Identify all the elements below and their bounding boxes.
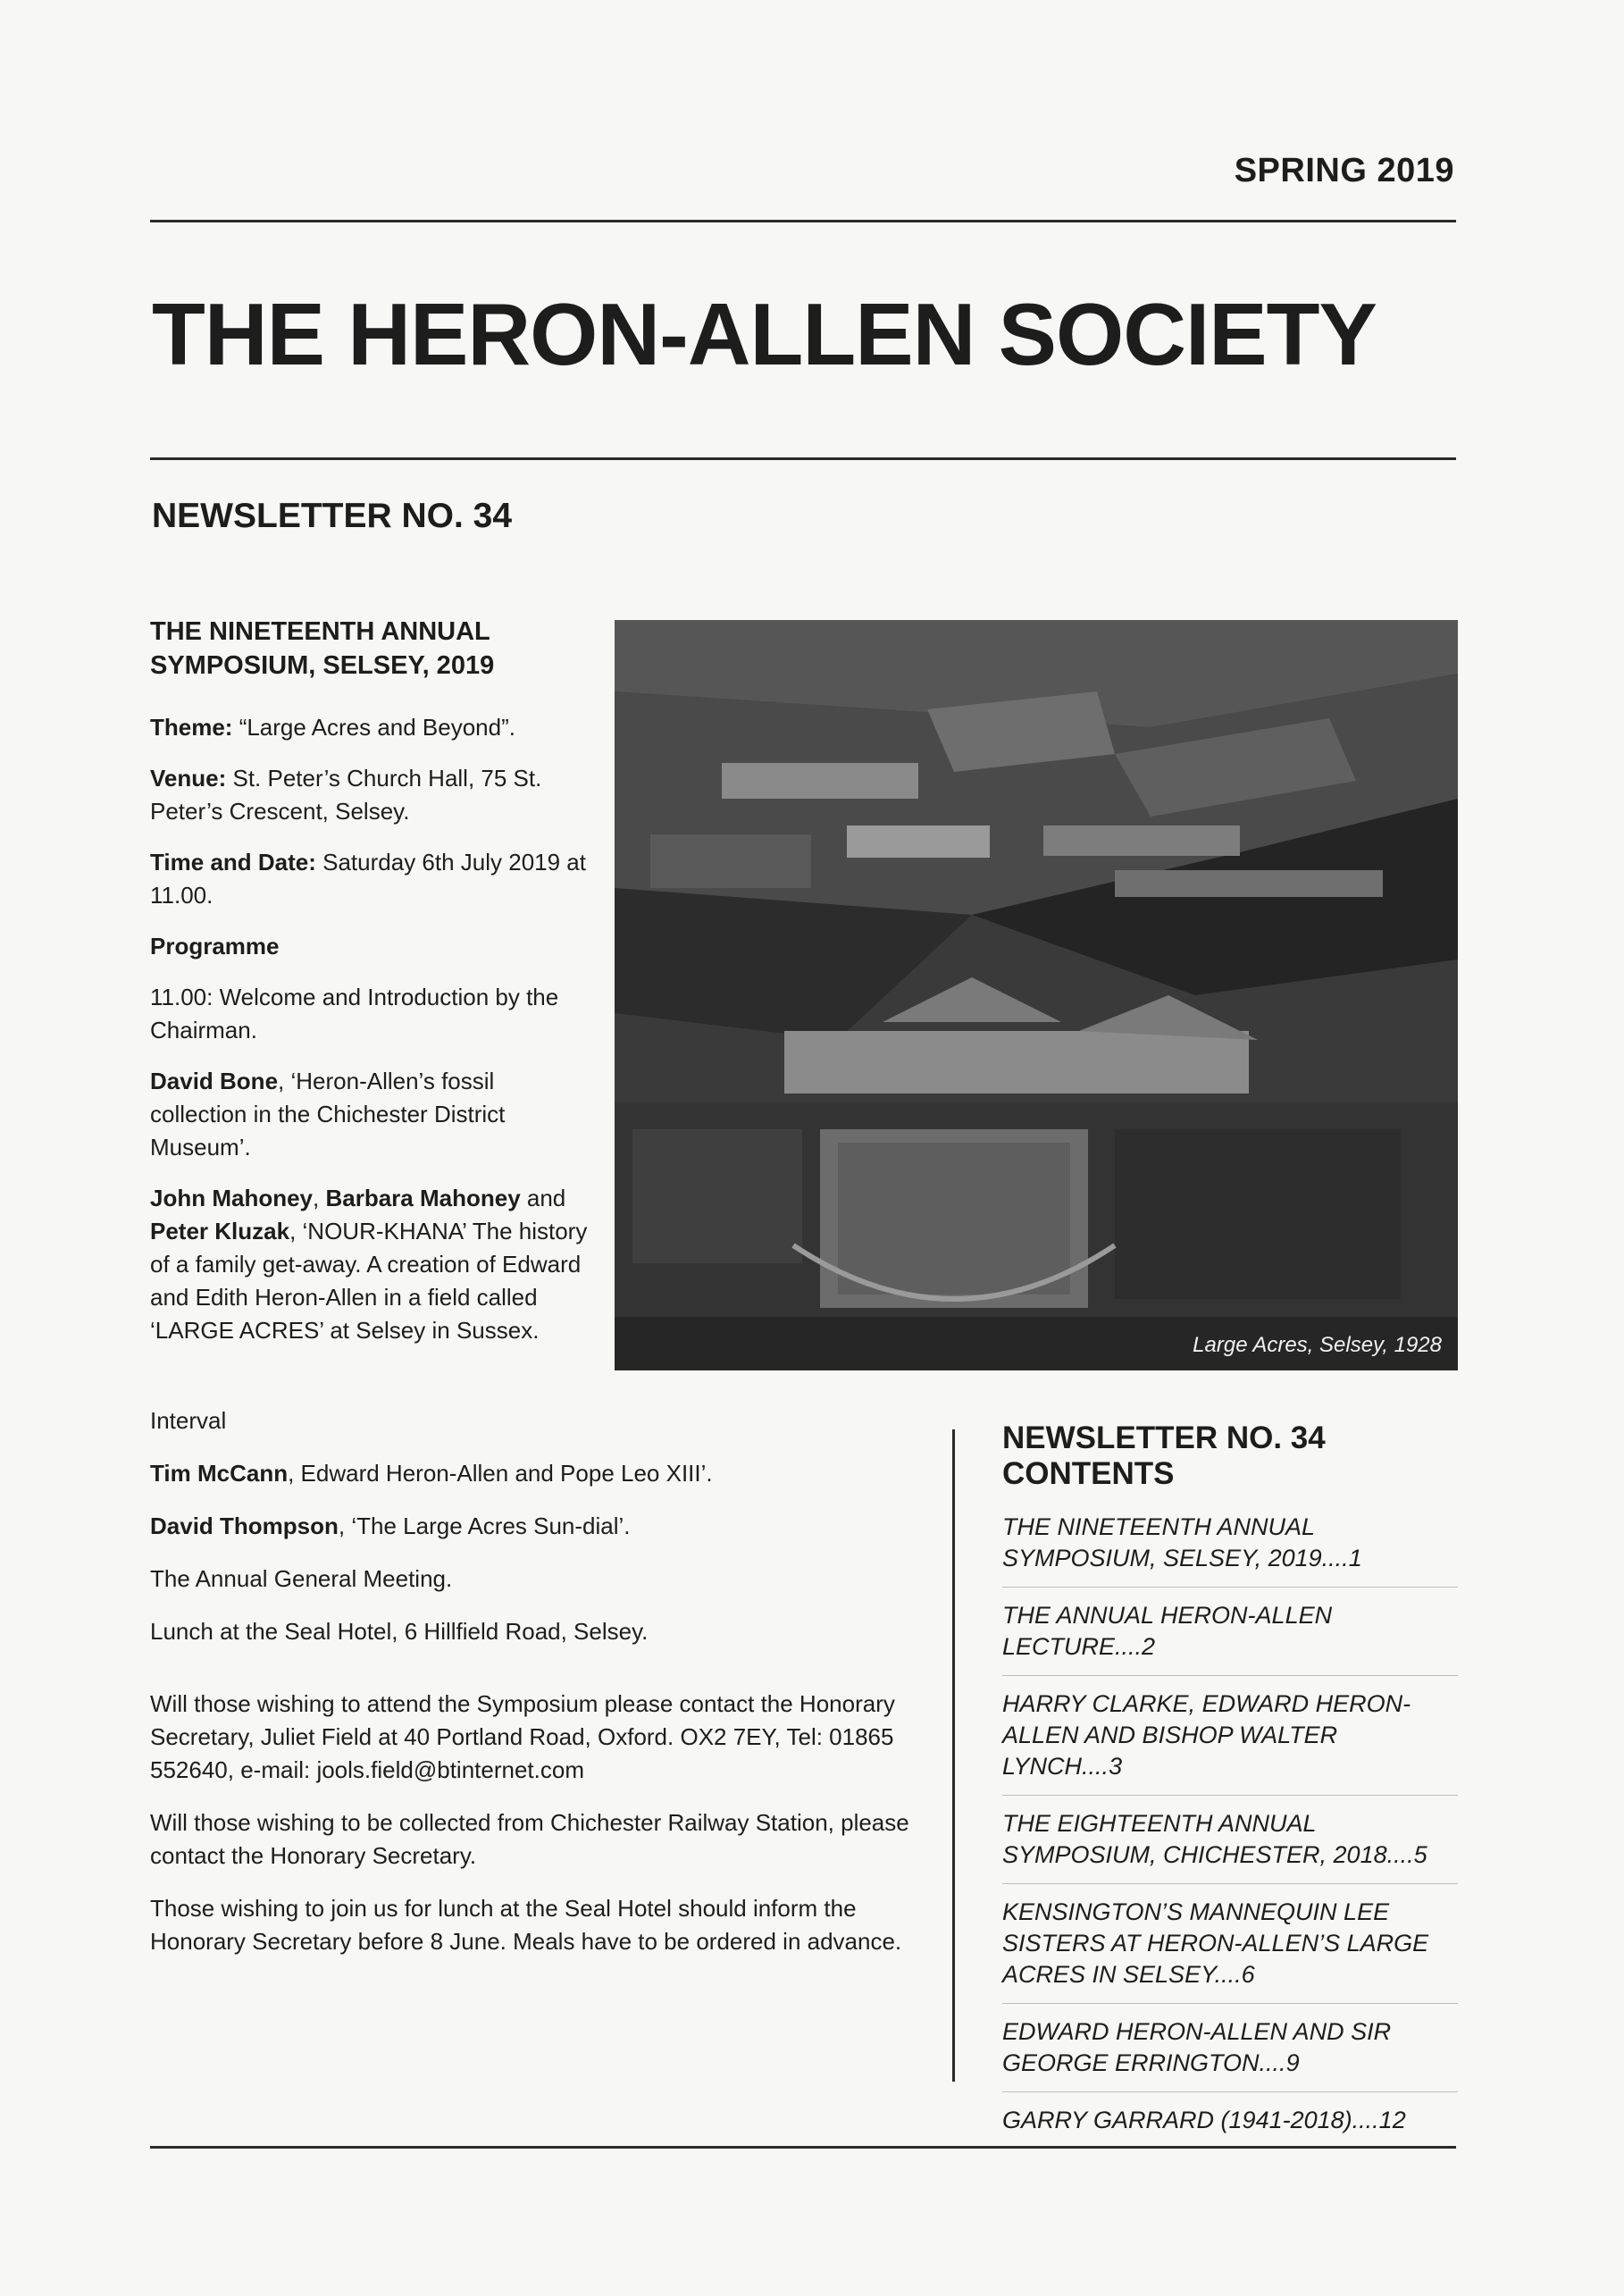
newsletter-heading: NEWSLETTER NO. 34 bbox=[152, 497, 513, 535]
speaker-name: John Mahoney bbox=[150, 1185, 314, 1211]
contents-list bbox=[1002, 1512, 1458, 2149]
contents-leader: .... bbox=[1321, 1545, 1349, 1571]
symposium-heading-line2: SYMPOSIUM, SELSEY, 2019 bbox=[150, 651, 495, 680]
issue-season: SPRING 2019 bbox=[1234, 152, 1454, 189]
contact-note: Will those wishing to attend the Symposium please contact the Honorary Secretary, Juliet Field at 40 Portland Road, Oxford. OX2 7EY, Tel: 01865 552640, e-mail: jools.field@btinternet.com bbox=[150, 1690, 895, 1783]
contents-leader: .... bbox=[1352, 2107, 1379, 2133]
contents-item-title: THE NINETEENTH ANNUAL SYMPOSIUM, SELSEY, 2019 bbox=[1002, 1513, 1322, 1571]
theme-value: “Large Acres and Beyond”. bbox=[232, 714, 515, 741]
contents-item-page: 9 bbox=[1285, 2049, 1300, 2076]
contents-leader: .... bbox=[1214, 1961, 1242, 1988]
contents-item bbox=[1002, 1897, 1458, 2004]
collection-note: Will those wishing to be collected from Chichester Railway Station, please contact the Honorary Secretary. bbox=[150, 1809, 909, 1869]
programme-talk-3 bbox=[150, 1457, 927, 1490]
contents-item-title: THE EIGHTEENTH ANNUAL SYMPOSIUM, CHICHESTER, 2018 bbox=[1002, 1810, 1387, 1868]
talk-title: , ‘Heron-Allen’s fossil collection in the Chichester District Museum’. bbox=[150, 1068, 506, 1161]
contents-item bbox=[1002, 2016, 1458, 2092]
contents-leader: .... bbox=[1115, 1633, 1143, 1660]
photo-caption: Large Acres, Selsey, 1928 bbox=[1193, 1333, 1442, 1357]
theme-label: Theme: bbox=[150, 714, 233, 741]
lunch-note: Those wishing to join us for lunch at the Seal Hotel should inform the Honorary Secretary before 8 June. Meals have to be ordered in advance. bbox=[150, 1895, 902, 1955]
contents-item bbox=[1002, 1600, 1458, 1676]
title-divider bbox=[150, 457, 1456, 460]
contents-item-title: KENSINGTON’S MANNEQUIN LEE SISTERS AT HERON-ALLEN’S LARGE ACRES IN SELSEY bbox=[1002, 1898, 1429, 1988]
speaker-name: Barbara Mahoney bbox=[325, 1185, 521, 1211]
contents-item-page: 12 bbox=[1378, 2107, 1406, 2133]
theme-line bbox=[150, 711, 597, 744]
time-line bbox=[150, 846, 597, 912]
contents-item-page: 2 bbox=[1142, 1633, 1156, 1660]
top-divider bbox=[150, 220, 1456, 222]
talk-title: , ‘NOUR-KHANA’ The history of a family get-away. A creation of Edward and Edith Heron-Allen in a field called ‘LARGE ACRES’ at Selsey in Sussex. bbox=[150, 1218, 588, 1344]
contents-item bbox=[1002, 2105, 1458, 2149]
programme-talk-2: John Mahoney, Barbara Mahoney and Peter Kluzak, ‘NOUR-KHANA’ The history of a family get-away. A creation of Edward and Edith Heron-Allen in a field called ‘LARGE ACRES’ at Selsey in Sussex. bbox=[150, 1185, 588, 1344]
contents-item-page: 1 bbox=[1348, 1545, 1362, 1571]
bottom-divider bbox=[150, 2146, 1456, 2149]
symposium-heading-line1: THE NINETEENTH ANNUAL bbox=[150, 617, 490, 646]
contents-item-title: GARRY GARRARD (1941-2018) bbox=[1002, 2107, 1352, 2133]
contents-item-page: 6 bbox=[1241, 1961, 1255, 1988]
aerial-photo-illustration bbox=[615, 620, 1458, 1370]
contents-item-title: HARRY CLARKE, EDWARD HERON-ALLEN AND BISHOP WALTER LYNCH bbox=[1002, 1690, 1411, 1780]
programme-continued bbox=[150, 1404, 927, 1978]
programme-agm: The Annual General Meeting. bbox=[150, 1565, 453, 1592]
contents-item bbox=[1002, 1688, 1458, 1796]
programme-label: Programme bbox=[150, 933, 280, 959]
venue-value: St. Peter’s Church Hall, 75 St. Peter’s Crescent, Selsey. bbox=[150, 765, 542, 825]
programme-interval: Interval bbox=[150, 1407, 227, 1434]
contents-leader: .... bbox=[1259, 2049, 1286, 2076]
contents-item-page: 5 bbox=[1413, 1841, 1427, 1868]
symposium-heading bbox=[150, 615, 597, 683]
programme-welcome: 11.00: Welcome and Introduction by the Chairman. bbox=[150, 984, 559, 1043]
talk-title: , Edward Heron-Allen and Pope Leo XIII’. bbox=[288, 1460, 713, 1487]
contents-item-title: THE ANNUAL HERON-ALLEN LECTURE bbox=[1002, 1602, 1333, 1660]
column-divider bbox=[952, 1429, 955, 2082]
contents-heading: NEWSLETTER NO. 34 CONTENTS bbox=[1002, 1420, 1326, 1491]
venue-line bbox=[150, 762, 597, 828]
speaker-name: David Bone bbox=[150, 1068, 279, 1094]
society-title: THE HERON-ALLEN SOCIETY bbox=[152, 285, 1377, 383]
contents-item bbox=[1002, 1808, 1458, 1884]
programme-talk-4 bbox=[150, 1510, 927, 1543]
time-label: Time and Date: bbox=[150, 849, 316, 876]
contents-item-title: EDWARD HERON-ALLEN AND SIR GEORGE ERRINGTON bbox=[1002, 2018, 1392, 2076]
programme-lunch: Lunch at the Seal Hotel, 6 Hillfield Road, Selsey. bbox=[150, 1618, 649, 1645]
contents-leader: .... bbox=[1386, 1841, 1414, 1868]
contents-panel bbox=[1002, 1420, 1458, 2161]
programme-talk-1 bbox=[150, 1065, 597, 1164]
venue-label: Venue: bbox=[150, 765, 227, 792]
contents-item-page: 3 bbox=[1109, 1753, 1123, 1780]
contents-leader: .... bbox=[1082, 1753, 1109, 1780]
symposium-column bbox=[150, 615, 597, 1365]
talk-title: , ‘The Large Acres Sun-dial’. bbox=[338, 1513, 631, 1539]
speaker-name: Peter Kluzak bbox=[150, 1218, 290, 1244]
speaker-name: David Thompson bbox=[150, 1513, 339, 1539]
aerial-photo bbox=[615, 620, 1458, 1370]
contents-item bbox=[1002, 1512, 1458, 1588]
speaker-name: Tim McCann bbox=[150, 1460, 289, 1487]
time-value: Saturday 6th July 2019 at 11.00. bbox=[150, 849, 586, 909]
